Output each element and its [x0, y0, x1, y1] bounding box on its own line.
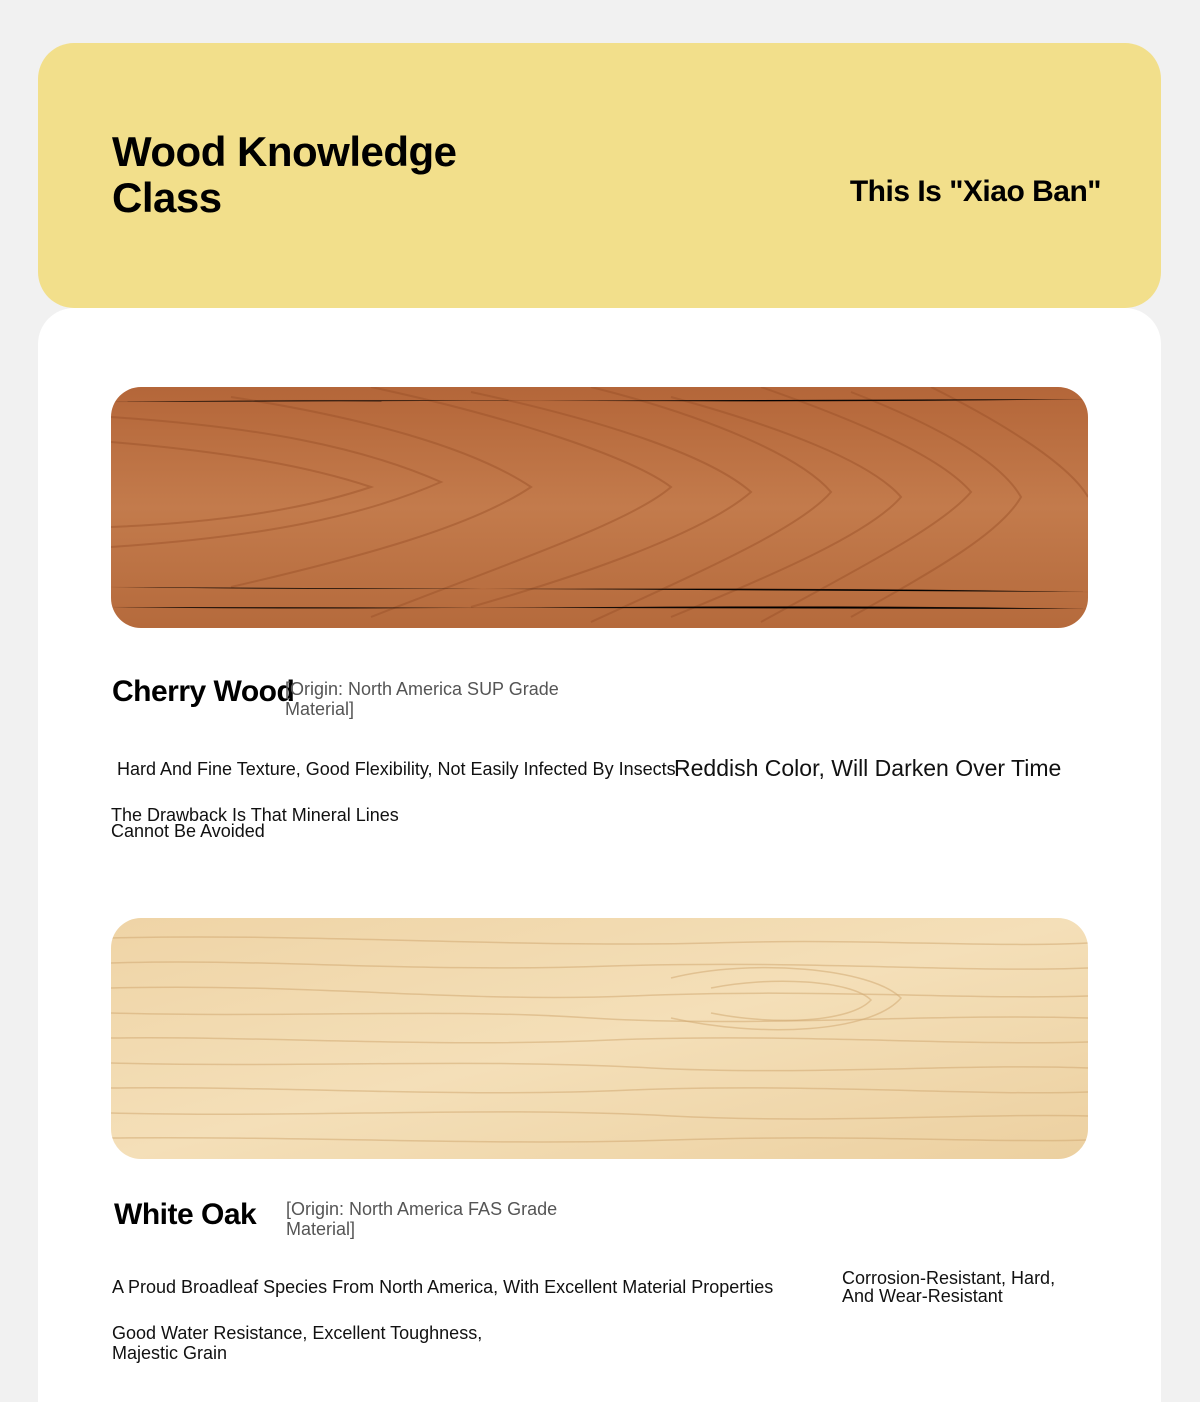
wood-name-cherry: Cherry Wood — [112, 675, 295, 708]
feature-cherry-texture: Hard And Fine Texture, Good Flexibility, Not Easily Infected By Insects — [117, 759, 676, 779]
origin-white-oak: [Origin: North America FAS Grade Material] — [286, 1199, 558, 1239]
header-subtitle: This Is "Xiao Ban" — [849, 175, 1101, 208]
feature-cherry-drawback: The Drawback Is That Mineral Lines Cannot Be Avoided — [111, 805, 399, 841]
header-banner — [38, 43, 1161, 308]
page-title: Wood Knowledge Class — [112, 128, 457, 221]
content-card — [38, 308, 1161, 1402]
feature-oak-toughness: Good Water Resistance, Excellent Toughness, Majestic Grain — [112, 1323, 483, 1363]
white-oak-image — [111, 918, 1088, 1159]
origin-cherry: [Origin: North America SUP Grade Material] — [285, 679, 559, 719]
cherry-wood-image — [111, 387, 1088, 628]
feature-oak-resistance: Corrosion-Resistant, Hard, And Wear-Resistant — [842, 1268, 1056, 1306]
feature-oak-species: A Proud Broadleaf Species From North America, With Excellent Material Properties — [112, 1277, 774, 1297]
wood-name-white-oak: White Oak — [114, 1198, 257, 1231]
feature-cherry-color: Reddish Color, Will Darken Over Time — [674, 755, 1062, 781]
